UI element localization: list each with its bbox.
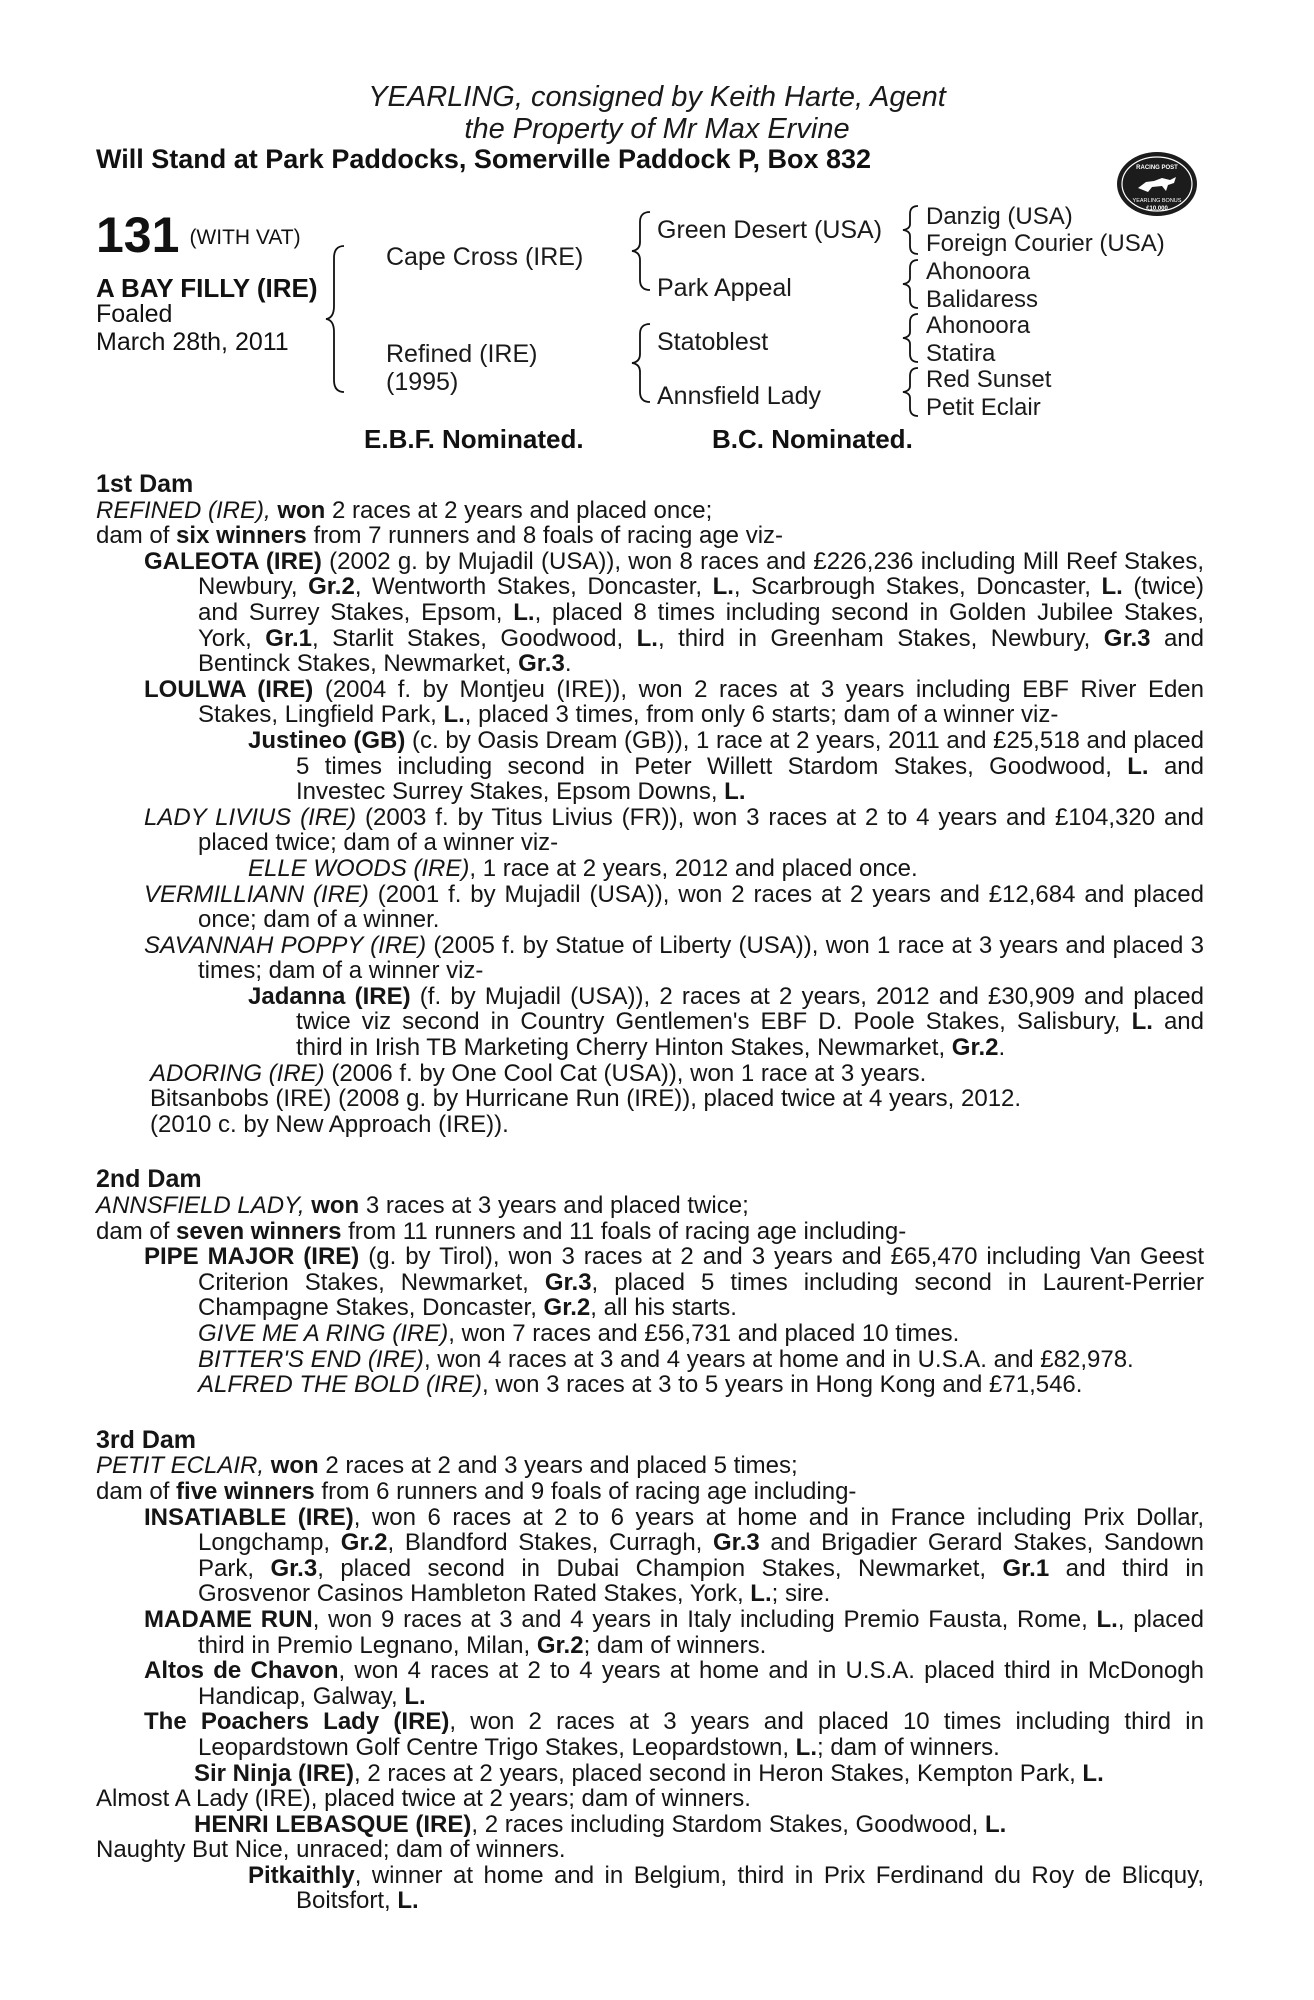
entry-insatiable: INSATIABLE (IRE), won 6 races at 2 to 6 years at home and in France including Prix Dollar, Longchamp, Gr.2, Blandford Stakes, Curragh, Gr.3 and Brigadier Gerard Stakes, Sandown Park, Gr.3, placed second in Dubai Champion Stakes, Newmarket, Gr.1 and third in Grosvenor Casinos Hambleton Rated Stakes, York, L.; sire. <box>144 1503 1204 1608</box>
ancestor-5: Ahonoora <box>926 312 1031 339</box>
svg-text:RACING POST: RACING POST <box>1136 165 1178 171</box>
entry-give-me-a-ring: GIVE ME A RING (IRE), won 7 races and £56,731 and placed 10 times. <box>198 1320 960 1347</box>
entry-henri-lebasque: HENRI LEBASQUE (IRE), 2 races including Stardom Stakes, Goodwood, L. <box>194 1810 1007 1838</box>
entry-sir-ninja: Sir Ninja (IRE), 2 races at 2 years, placed second in Heron Stakes, Kempton Park, L. <box>194 1759 1104 1787</box>
entry-bitters-end: BITTER'S END (IRE), won 4 races at 3 and 4 years at home and in U.S.A. and £82,978. <box>198 1345 1134 1373</box>
dam: Refined (IRE) <box>386 340 538 368</box>
entry-the-poachers-lady: The Poachers Lady (IRE), won 2 races at 3 years and placed 10 times including third in Leopardstown Golf Centre Trigo Stakes, Leopardstown, L.; dam of winners. <box>144 1708 1204 1761</box>
first-dam-heading: 1st Dam <box>96 470 194 498</box>
entry-pipe-major: PIPE MAJOR (IRE) (g. by Tirol), won 3 races at 2 and 3 years and £65,470 including Van Geest Criterion Stakes, Newmarket, Gr.3, placed 5 times including second in Laurent-Perrier Champagne Stakes, Doncaster, Gr.2, all his starts. <box>144 1243 1205 1322</box>
first-dam-summary: dam of six winners from 7 runners and 8 foals of racing age viz- <box>96 522 784 550</box>
entry-jadanna: Jadanna (IRE) (f. by Mujadil (USA)), 2 races at 2 years, 2012 and £30,909 and placed twice viz second in Country Gentlemen's EBF D. Poole Stakes, Salisbury, L. and third in Irish TB Marketing Cherry Hinton Stakes, Newmarket, Gr.2. <box>248 982 1205 1062</box>
pedigree-brace-g4 <box>900 366 920 418</box>
sire-dam: Park Appeal <box>657 274 792 302</box>
pedigree-brace-g3 <box>900 312 920 364</box>
svg-text:£10,000: £10,000 <box>1146 206 1168 212</box>
pedigree-brace-sire <box>630 210 652 292</box>
entry-bitsanbobs: Bitsanbobs (IRE) (2008 g. by Hurricane Run (IRE)), placed twice at 4 years, 2012. <box>150 1085 1022 1113</box>
second-dam-summary: dam of seven winners from 11 runners and 11 foals of racing age including- <box>96 1217 907 1245</box>
entry-justineo: Justineo (GB) (c. by Oasis Dream (GB)), 1 race at 2 years, 2011 and £25,518 and placed 5 times including second in Peter Willett Stardom Stakes, Goodwood, L. and Investec Surrey Stakes, Epsom Downs, L. <box>248 726 1204 806</box>
entry-loulwa: LOULWA (IRE) (2004 f. by Montjeu (IRE)), won 2 races at 3 years including EBF River Eden Stakes, Lingfield Park, L., placed 3 times, from only 6 starts; dam of a winner viz- <box>144 675 1204 729</box>
dam-sire: Statoblest <box>657 328 769 356</box>
ancestor-3: Ahonoora <box>926 258 1031 285</box>
sire: Cape Cross (IRE) <box>386 243 584 271</box>
ancestor-1: Danzig (USA) <box>926 203 1073 230</box>
svg-text:YEARLING BONUS: YEARLING BONUS <box>1132 198 1182 204</box>
ancestor-4: Balidaress <box>926 286 1039 313</box>
bc-nomination: B.C. Nominated. <box>712 424 913 454</box>
consignor-line: YEARLING, consigned by Keith Harte, Agent <box>368 81 946 113</box>
ancestor-8: Petit Eclair <box>926 394 1041 421</box>
entry-madame-run: MADAME RUN, won 9 races at 3 and 4 years in Italy including Premio Fausta, Rome, L., placed third in Premio Legnano, Milan, Gr.2; dam of winners. <box>144 1605 1204 1659</box>
third-dam-heading: 3rd Dam <box>96 1425 197 1454</box>
dam-dam: Annsfield Lady <box>657 382 822 410</box>
ancestor-7: Red Sunset <box>926 366 1052 393</box>
property-line: the Property of Mr Max Ervine <box>464 113 850 145</box>
horse-description: A BAY FILLY (IRE) <box>96 273 318 303</box>
dam-foaled-year: (1995) <box>386 368 459 396</box>
pedigree-brace-g1 <box>900 204 920 256</box>
entry-vermilliann: VERMILLIANN (IRE) (2001 f. by Mujadil (USA)), won 2 races at 2 years and £12,684 and placed once; dam of a winner. <box>144 880 1204 934</box>
entry-alfred-the-bold: ALFRED THE BOLD (IRE), won 3 races at 3 to 5 years in Hong Kong and £71,546. <box>198 1371 1083 1399</box>
pedigree-brace-main <box>324 244 346 394</box>
foaled-date: March 28th, 2011 <box>96 328 289 356</box>
ancestor-2: Foreign Courier (USA) <box>926 230 1165 257</box>
entry-altos-de-chavon: Altos de Chavon, won 4 races at 2 to 4 years at home and in U.S.A. placed third in McDonogh Handicap, Galway, L. <box>144 1657 1204 1710</box>
entry-pitkaithly: Pitkaithly, winner at home and in Belgium, third in Prix Ferdinand du Roy de Blicquy, Boitsfort, L. <box>248 1861 1204 1915</box>
foaled-label: Foaled <box>96 300 173 328</box>
entry-2010-colt: (2010 c. by New Approach (IRE)). <box>150 1110 509 1138</box>
lot-number: 131 <box>96 207 180 263</box>
third-dam-summary: dam of five winners from 6 runners and 9 foals of racing age including- <box>96 1477 857 1505</box>
entry-almost-a-lady: Almost A Lady (IRE), placed twice at 2 years; dam of winners. <box>96 1785 751 1813</box>
pedigree-brace-g2 <box>900 258 920 310</box>
sire-sire: Green Desert (USA) <box>657 216 883 244</box>
entry-galeota: GALEOTA (IRE) (2002 g. by Mujadil (USA)), won 8 races and £226,236 including Mill Reef Stakes, Newbury, Gr.2, Wentworth Stakes, Doncaster, L., Scarbrough Stakes, Doncaster, L. (twice) and Surrey Stakes, Epsom, L., placed 8 times including second in Golden Jubilee Stakes, York, Gr.1, Starlit Stakes, Goodwood, L., third in Greenham Stakes, Newbury, Gr.3 and Bentinck Stakes, Newmarket, Gr.3. <box>144 547 1205 678</box>
second-dam-intro: ANNSFIELD LADY, won 3 races at 3 years and placed twice; <box>96 1192 749 1220</box>
third-dam-intro: PETIT ECLAIR, won 2 races at 2 and 3 years and placed 5 times; <box>96 1452 798 1480</box>
lot-heading <box>96 206 301 264</box>
second-dam-heading: 2nd Dam <box>96 1165 202 1194</box>
vat-note: (WITH VAT) <box>189 226 301 249</box>
entry-adoring: ADORING (IRE) (2006 f. by One Cool Cat (USA)), won 1 race at 3 years. <box>150 1059 927 1087</box>
entry-elle-woods: ELLE WOODS (IRE), 1 race at 2 years, 2012 and placed once. <box>248 854 918 882</box>
entry-naughty-but-nice: Naughty But Nice, unraced; dam of winners. <box>96 1836 566 1864</box>
entry-savannah-poppy: SAVANNAH POPPY (IRE) (2005 f. by Statue of Liberty (USA)), won 1 race at 3 years and placed 3 times; dam of a winner viz- <box>144 931 1204 985</box>
stand-location: Will Stand at Park Paddocks, Somerville Paddock P, Box 832 <box>96 144 872 174</box>
entry-lady-livius: LADY LIVIUS (IRE) (2003 f. by Titus Livius (FR)), won 3 races at 2 to 4 years and £104,320 and placed twice; dam of a winner viz- <box>144 803 1204 857</box>
ebf-nomination: E.B.F. Nominated. <box>364 424 584 454</box>
pedigree-brace-dam <box>630 322 652 404</box>
yearling-bonus-badge-icon <box>1116 150 1198 218</box>
first-dam-intro: REFINED (IRE), won 2 races at 2 years and placed once; <box>96 496 713 524</box>
ancestor-6: Statira <box>926 340 996 367</box>
produce-record <box>96 472 1204 1914</box>
